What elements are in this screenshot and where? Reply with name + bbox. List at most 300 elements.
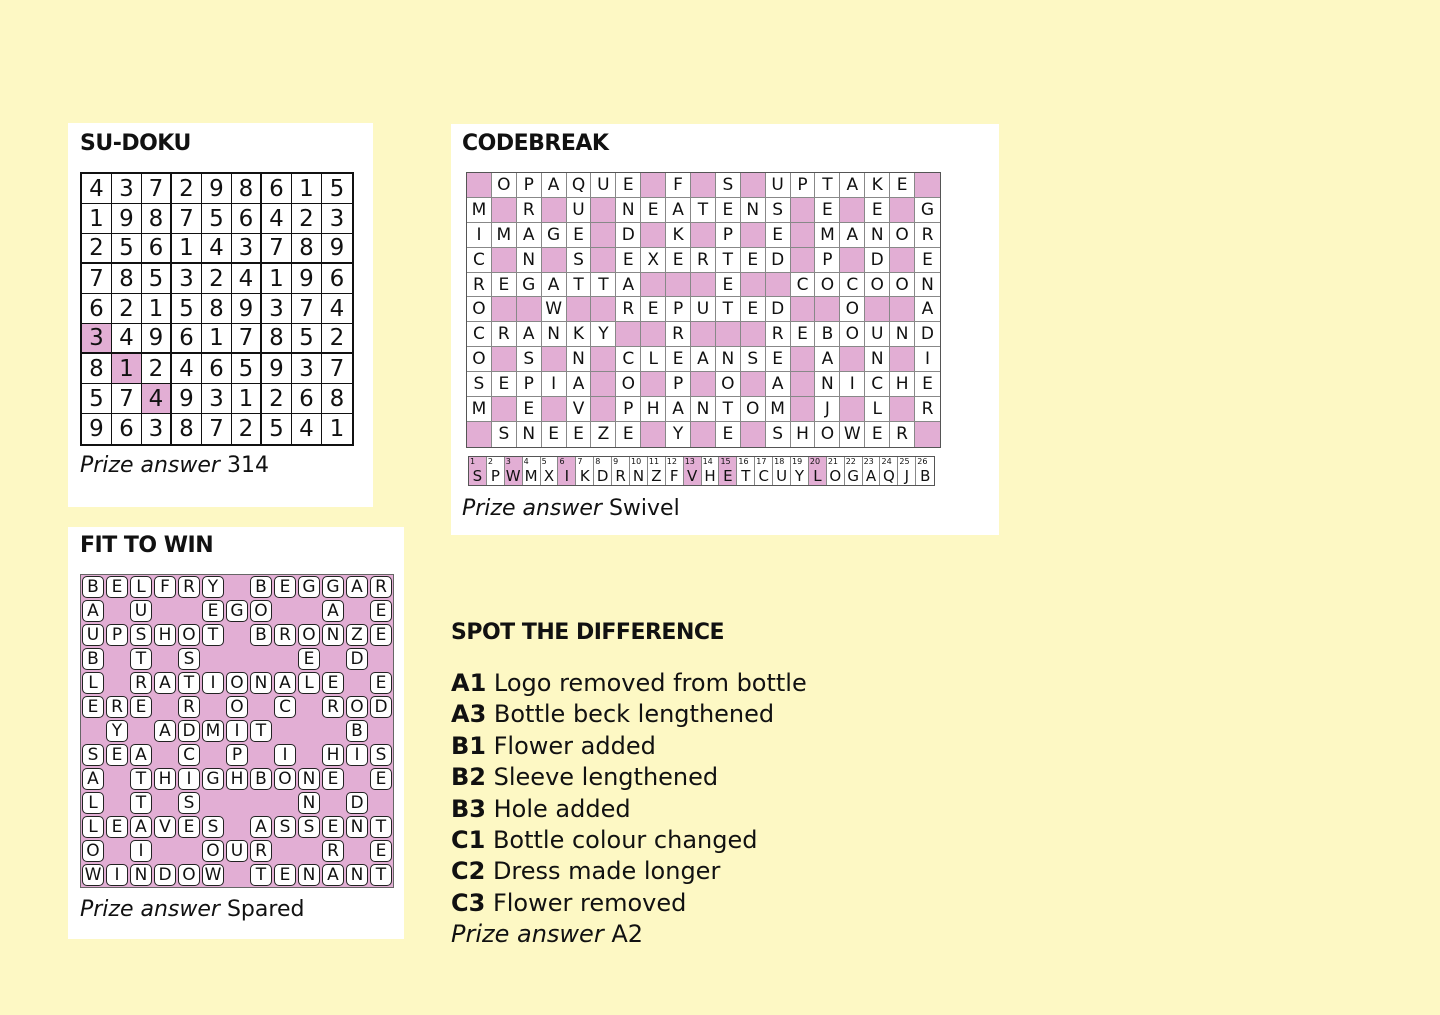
fit-to-win-tile: I — [129, 839, 153, 863]
codebreak-key-cell — [666, 457, 684, 485]
codebreak-cell: K — [666, 223, 691, 248]
fit-to-win-tile: E — [369, 623, 393, 647]
fit-to-win-tile: R — [273, 623, 297, 647]
codebreak-key-letter: S — [472, 467, 483, 485]
codebreak-cell: E — [865, 422, 890, 447]
codebreak-block — [591, 223, 616, 248]
sudoku-cell: 5 — [82, 384, 112, 414]
fit-to-win-tile: A — [129, 743, 153, 767]
sudoku-cell: 3 — [202, 384, 232, 414]
fit-to-win-empty — [297, 743, 321, 767]
codebreak-key-letter: P — [490, 467, 500, 485]
codebreak-key-number: 7 — [577, 457, 583, 466]
codebreak-block — [840, 248, 865, 273]
codebreak-key-cell — [755, 457, 773, 485]
fit-to-win-tile: E — [273, 575, 297, 599]
codebreak-cell: I — [840, 372, 865, 397]
fit-to-win-tile: L — [81, 671, 105, 695]
codebreak-key-number: 8 — [595, 457, 601, 466]
sudoku-cell: 3 — [322, 204, 352, 234]
sudoku-cell: 2 — [292, 204, 322, 234]
fit-to-win-tile: B — [249, 767, 273, 791]
sudoku-prize — [80, 453, 269, 478]
codebreak-key-letter: Z — [651, 467, 662, 485]
fit-to-win-empty — [297, 719, 321, 743]
sudoku-cell: 3 — [172, 264, 202, 294]
codebreak-key-letter: H — [704, 467, 716, 485]
sudoku-cell: 9 — [142, 324, 172, 354]
codebreak-block — [840, 198, 865, 223]
fit-to-win-tile: T — [177, 671, 201, 695]
fit-to-win-tile: H — [153, 767, 177, 791]
sudoku-cell: 5 — [232, 354, 262, 384]
fit-to-win-tile: T — [129, 647, 153, 671]
sudoku-cell: 6 — [262, 174, 292, 204]
sudoku-cell: 1 — [232, 384, 262, 414]
sudoku-cell: 9 — [232, 294, 262, 324]
fit-to-win-tile: R — [321, 839, 345, 863]
codebreak-block — [591, 347, 616, 372]
spot-difference-code: B1 — [451, 731, 486, 760]
codebreak-block — [741, 322, 766, 347]
codebreak-cell: D — [616, 223, 641, 248]
sudoku-cell: 8 — [142, 204, 172, 234]
codebreak-key-letter: B — [920, 467, 931, 485]
codebreak-key-letter: Q — [883, 467, 895, 485]
codebreak-block — [741, 223, 766, 248]
fit-to-win-tile: B — [345, 719, 369, 743]
codebreak-cell: P — [517, 372, 542, 397]
codebreak-key-letter: X — [543, 467, 555, 485]
codebreak-cell: S — [716, 173, 741, 198]
fit-to-win-empty — [321, 647, 345, 671]
codebreak-cell: C — [791, 273, 816, 298]
codebreak-block — [915, 422, 940, 447]
codebreak-cell: A — [691, 347, 716, 372]
fit-to-win-tile: E — [81, 695, 105, 719]
sudoku-cell: 6 — [142, 234, 172, 264]
fit-to-win-prize-value: Spared — [226, 897, 305, 922]
codebreak-cell: T — [815, 173, 840, 198]
codebreak-key-cell — [719, 457, 737, 485]
codebreak-cell: T — [716, 297, 741, 322]
sudoku-cell: 9 — [262, 354, 292, 384]
codebreak-key-cell — [916, 457, 934, 485]
codebreak-cell: R — [467, 273, 492, 298]
sudoku-cell: 6 — [202, 354, 232, 384]
fit-to-win-tile: O — [177, 623, 201, 647]
codebreak-cell: P — [666, 297, 691, 322]
codebreak-block — [691, 322, 716, 347]
codebreak-cell: X — [641, 248, 666, 273]
codebreak-key-letter: C — [758, 467, 769, 485]
codebreak-prize-label: Prize answer — [462, 496, 602, 521]
codebreak-key-number: 19 — [792, 457, 803, 466]
codebreak-key-letter: I — [564, 467, 570, 485]
codebreak-cell: Z — [591, 422, 616, 447]
fit-to-win-tile: I — [345, 743, 369, 767]
codebreak-cell: T — [716, 397, 741, 422]
codebreak-block — [641, 322, 666, 347]
fit-to-win-empty — [273, 599, 297, 623]
fit-to-win-tile: A — [345, 575, 369, 599]
fit-to-win-empty — [177, 599, 201, 623]
codebreak-cell: O — [865, 273, 890, 298]
fit-to-win-tile: E — [321, 815, 345, 839]
spot-difference-item — [451, 825, 807, 856]
codebreak-key-cell — [773, 457, 791, 485]
codebreak-cell: Y — [591, 322, 616, 347]
fit-to-win-empty — [249, 695, 273, 719]
sudoku-cell: 5 — [292, 324, 322, 354]
sudoku-cell: 8 — [202, 294, 232, 324]
fit-to-win-empty — [225, 791, 249, 815]
codebreak-cell: W — [542, 297, 567, 322]
codebreak-block — [791, 248, 816, 273]
spot-difference-prize-label: Prize answer — [451, 920, 604, 948]
codebreak-cell: K — [865, 173, 890, 198]
codebreak-cell: U — [691, 297, 716, 322]
codebreak-cell: S — [517, 347, 542, 372]
codebreak-block — [542, 248, 567, 273]
codebreak-cell: E — [716, 273, 741, 298]
codebreak-cell: S — [741, 347, 766, 372]
sudoku-cell: 2 — [262, 384, 292, 414]
fit-to-win-empty — [225, 815, 249, 839]
fit-to-win-tile: E — [369, 671, 393, 695]
fit-to-win-empty — [297, 839, 321, 863]
fit-to-win-empty — [225, 863, 249, 887]
fit-to-win-tile: T — [369, 815, 393, 839]
fit-to-win-empty — [249, 647, 273, 671]
spot-difference-code: C3 — [451, 888, 486, 917]
spot-difference-prize — [451, 920, 643, 948]
codebreak-cell: O — [890, 223, 915, 248]
codebreak-cell: A — [616, 273, 641, 298]
fit-to-win-tile: N — [297, 863, 321, 887]
codebreak-block — [741, 173, 766, 198]
sudoku-cell: 6 — [172, 324, 202, 354]
codebreak-key-letter: U — [776, 467, 788, 485]
sudoku-cell: 4 — [322, 294, 352, 324]
fit-to-win-tile: C — [177, 743, 201, 767]
codebreak-cell: V — [567, 397, 592, 422]
codebreak-key-letter: A — [865, 467, 877, 485]
codebreak-block — [741, 422, 766, 447]
codebreak-cell: O — [890, 273, 915, 298]
fit-to-win-empty — [153, 839, 177, 863]
codebreak-block — [865, 297, 890, 322]
codebreak-key-cell — [648, 457, 666, 485]
codebreak-block — [791, 198, 816, 223]
codebreak-block — [641, 223, 666, 248]
codebreak-key-letter: T — [741, 467, 751, 485]
fit-to-win-tile: T — [129, 791, 153, 815]
codebreak-block — [890, 397, 915, 422]
codebreak-cell: E — [492, 372, 517, 397]
codebreak-block — [815, 297, 840, 322]
fit-to-win-tile: U — [129, 599, 153, 623]
codebreak-key-number: 3 — [505, 457, 511, 466]
fit-to-win-tile: T — [201, 623, 225, 647]
codebreak-block — [616, 322, 641, 347]
sudoku-cell: 1 — [292, 174, 322, 204]
codebreak-cell: T — [567, 273, 592, 298]
codebreak-cell: S — [766, 198, 791, 223]
codebreak-key-number: 9 — [613, 457, 619, 466]
codebreak-cell: S — [766, 422, 791, 447]
codebreak-block — [840, 347, 865, 372]
sudoku-cell: 4 — [292, 414, 322, 444]
sudoku-cell: 1 — [262, 264, 292, 294]
codebreak-key-cell — [791, 457, 809, 485]
codebreak-cell: A — [517, 322, 542, 347]
fit-to-win-empty — [201, 791, 225, 815]
fit-to-win-tile: E — [321, 767, 345, 791]
fit-to-win-tile: S — [129, 623, 153, 647]
fit-to-win-empty — [249, 791, 273, 815]
spot-difference-code: B2 — [451, 763, 486, 792]
codebreak-cell: O — [815, 273, 840, 298]
sudoku-cell: 8 — [82, 354, 112, 384]
codebreak-block — [791, 372, 816, 397]
codebreak-key-cell — [863, 457, 881, 485]
codebreak-key-letter: M — [524, 467, 538, 485]
sudoku-cell: 5 — [142, 264, 172, 294]
fit-to-win-tile: O — [249, 599, 273, 623]
codebreak-cell: A — [666, 397, 691, 422]
codebreak-cell: E — [641, 297, 666, 322]
fit-to-win-tile: E — [297, 647, 321, 671]
codebreak-cell: O — [815, 422, 840, 447]
fit-to-win-tile: D — [153, 863, 177, 887]
fit-to-win-empty — [345, 671, 369, 695]
codebreak-cell: E — [791, 322, 816, 347]
sudoku-cell: 6 — [292, 384, 322, 414]
codebreak-block — [890, 198, 915, 223]
fit-to-win-tile: A — [273, 671, 297, 695]
sudoku-cell: 3 — [112, 174, 142, 204]
codebreak-key-letter: D — [596, 467, 609, 485]
codebreak-cell: N — [741, 198, 766, 223]
fit-to-win-empty — [297, 599, 321, 623]
codebreak-cell: R — [616, 297, 641, 322]
codebreak-block — [691, 372, 716, 397]
codebreak-cell: P — [815, 248, 840, 273]
fit-to-win-tile: A — [321, 599, 345, 623]
fit-to-win-tile: A — [321, 863, 345, 887]
codebreak-key-letter: N — [632, 467, 645, 485]
fit-to-win-empty — [273, 719, 297, 743]
fit-to-win-tile: S — [81, 743, 105, 767]
fit-to-win-empty — [345, 767, 369, 791]
codebreak-key-letter: R — [615, 467, 626, 485]
fit-to-win-tile: G — [225, 599, 249, 623]
codebreak-cell: E — [567, 223, 592, 248]
codebreak-cell: A — [542, 173, 567, 198]
codebreak-key-cell — [541, 457, 559, 485]
codebreak-key-cell — [845, 457, 863, 485]
fit-to-win-tile: A — [249, 815, 273, 839]
fit-to-win-tile: L — [81, 815, 105, 839]
sudoku-cell: 3 — [82, 324, 112, 354]
codebreak-cell: E — [915, 372, 940, 397]
codebreak-cell: O — [467, 347, 492, 372]
codebreak-key-cell — [737, 457, 755, 485]
sudoku-cell: 5 — [262, 414, 292, 444]
fit-to-win-tile: E — [105, 815, 129, 839]
sudoku-cell: 7 — [112, 384, 142, 414]
codebreak-block — [591, 397, 616, 422]
codebreak-cell: B — [815, 322, 840, 347]
codebreak-key-cell — [469, 457, 487, 485]
sudoku-cell: 3 — [262, 294, 292, 324]
codebreak-cell: A — [840, 223, 865, 248]
sudoku-cell: 7 — [172, 204, 202, 234]
fit-to-win-tile: D — [345, 791, 369, 815]
fit-to-win-empty — [369, 647, 393, 671]
codebreak-cell: H — [791, 422, 816, 447]
codebreak-cell: N — [517, 248, 542, 273]
fit-to-win-tile: G — [321, 575, 345, 599]
codebreak-cell: C — [467, 322, 492, 347]
codebreak-block — [591, 198, 616, 223]
codebreak-key-number: 13 — [684, 457, 695, 466]
codebreak-cell: E — [915, 248, 940, 273]
fit-to-win-tile: C — [273, 695, 297, 719]
fit-to-win-tile: D — [369, 695, 393, 719]
fit-to-win-tile: P — [225, 743, 249, 767]
spot-difference-item — [451, 762, 807, 793]
codebreak-grid — [466, 172, 941, 448]
codebreak-key-number: 25 — [899, 457, 910, 466]
fit-to-win-empty — [273, 791, 297, 815]
fit-to-win-tile: R — [321, 695, 345, 719]
spot-difference-text: Logo removed from bottle — [486, 669, 807, 697]
fit-to-win-empty — [105, 791, 129, 815]
fit-to-win-tile: S — [273, 815, 297, 839]
fit-to-win-empty — [177, 839, 201, 863]
codebreak-cell: N — [691, 397, 716, 422]
codebreak-key-number: 21 — [827, 457, 838, 466]
codebreak-cell: U — [567, 198, 592, 223]
codebreak-cell: E — [815, 198, 840, 223]
fit-to-win-empty — [153, 791, 177, 815]
codebreak-cell: A — [567, 372, 592, 397]
codebreak-block — [591, 372, 616, 397]
codebreak-key-cell — [898, 457, 916, 485]
codebreak-key-letter: K — [579, 467, 590, 485]
codebreak-key-cell — [702, 457, 720, 485]
fit-to-win-tile: F — [153, 575, 177, 599]
fit-to-win-empty — [225, 647, 249, 671]
fit-to-win-tile: N — [321, 623, 345, 647]
fit-to-win-empty — [297, 695, 321, 719]
codebreak-key-number: 10 — [631, 457, 642, 466]
codebreak-cell: N — [716, 347, 741, 372]
codebreak-cell: F — [666, 173, 691, 198]
sudoku-cell: 3 — [232, 234, 262, 264]
codebreak-cell: R — [890, 422, 915, 447]
codebreak-cell: E — [766, 223, 791, 248]
sudoku-cell: 9 — [82, 414, 112, 444]
fit-to-win-tile: R — [369, 575, 393, 599]
fit-to-win-tile: B — [249, 575, 273, 599]
fit-to-win-tile: O — [81, 839, 105, 863]
fit-to-win-tile: N — [345, 815, 369, 839]
codebreak-cell: A — [517, 223, 542, 248]
fit-to-win-tile: Z — [345, 623, 369, 647]
codebreak-block — [691, 223, 716, 248]
fit-to-win-tile: E — [129, 695, 153, 719]
fit-to-win-tile: B — [81, 575, 105, 599]
codebreak-key-cell — [684, 457, 702, 485]
codebreak-key-number: 12 — [666, 457, 677, 466]
codebreak-cell: E — [716, 198, 741, 223]
codebreak-cell: A — [666, 198, 691, 223]
codebreak-block — [542, 198, 567, 223]
sudoku-prize-label: Prize answer — [80, 453, 220, 478]
fit-to-win-tile: I — [177, 767, 201, 791]
fit-to-win-tile: U — [225, 839, 249, 863]
fit-to-win-tile: T — [369, 863, 393, 887]
fit-to-win-tile: O — [177, 863, 201, 887]
codebreak-cell: W — [840, 422, 865, 447]
sudoku-cell: 7 — [142, 174, 172, 204]
spot-difference-text: Bottle beck lengthened — [486, 700, 775, 729]
codebreak-cell: C — [840, 273, 865, 298]
spot-difference-text: Dress made longer — [485, 857, 721, 886]
fit-to-win-tile: S — [177, 647, 201, 671]
spot-difference-item — [451, 699, 807, 730]
fit-to-win-tile: A — [153, 719, 177, 743]
codebreak-cell: E — [616, 422, 641, 447]
codebreak-key-cell — [487, 457, 505, 485]
sudoku-cell: 7 — [232, 324, 262, 354]
codebreak-cell: E — [890, 173, 915, 198]
codebreak-cell: N — [616, 198, 641, 223]
sudoku-cell: 5 — [202, 204, 232, 234]
codebreak-key-letter: W — [505, 467, 521, 485]
codebreak-cell: P — [666, 372, 691, 397]
fit-to-win-tile: I — [225, 719, 249, 743]
fit-to-win-tile: Y — [201, 575, 225, 599]
codebreak-cell: N — [865, 223, 890, 248]
fit-to-win-empty — [129, 719, 153, 743]
codebreak-cell: L — [641, 347, 666, 372]
fit-to-win-tile: W — [81, 863, 105, 887]
spot-difference-code: A3 — [451, 700, 487, 729]
codebreak-cell: P — [791, 173, 816, 198]
codebreak-cell: O — [840, 322, 865, 347]
codebreak-cell: N — [890, 322, 915, 347]
fit-to-win-empty — [345, 839, 369, 863]
fit-to-win-empty — [105, 599, 129, 623]
fit-to-win-empty — [273, 839, 297, 863]
codebreak-key-number: 6 — [559, 457, 565, 466]
codebreak-cell: D — [915, 322, 940, 347]
fit-to-win-tile: W — [201, 863, 225, 887]
sudoku-cell: 7 — [322, 354, 352, 384]
sudoku-cell: 1 — [82, 204, 112, 234]
fit-to-win-tile: T — [249, 719, 273, 743]
codebreak-cell: K — [567, 322, 592, 347]
codebreak-key-cell — [809, 457, 827, 485]
codebreak-cell: A — [542, 273, 567, 298]
sudoku-cell: 9 — [202, 174, 232, 204]
codebreak-key-number: 26 — [917, 457, 928, 466]
fit-to-win-tile: E — [369, 839, 393, 863]
